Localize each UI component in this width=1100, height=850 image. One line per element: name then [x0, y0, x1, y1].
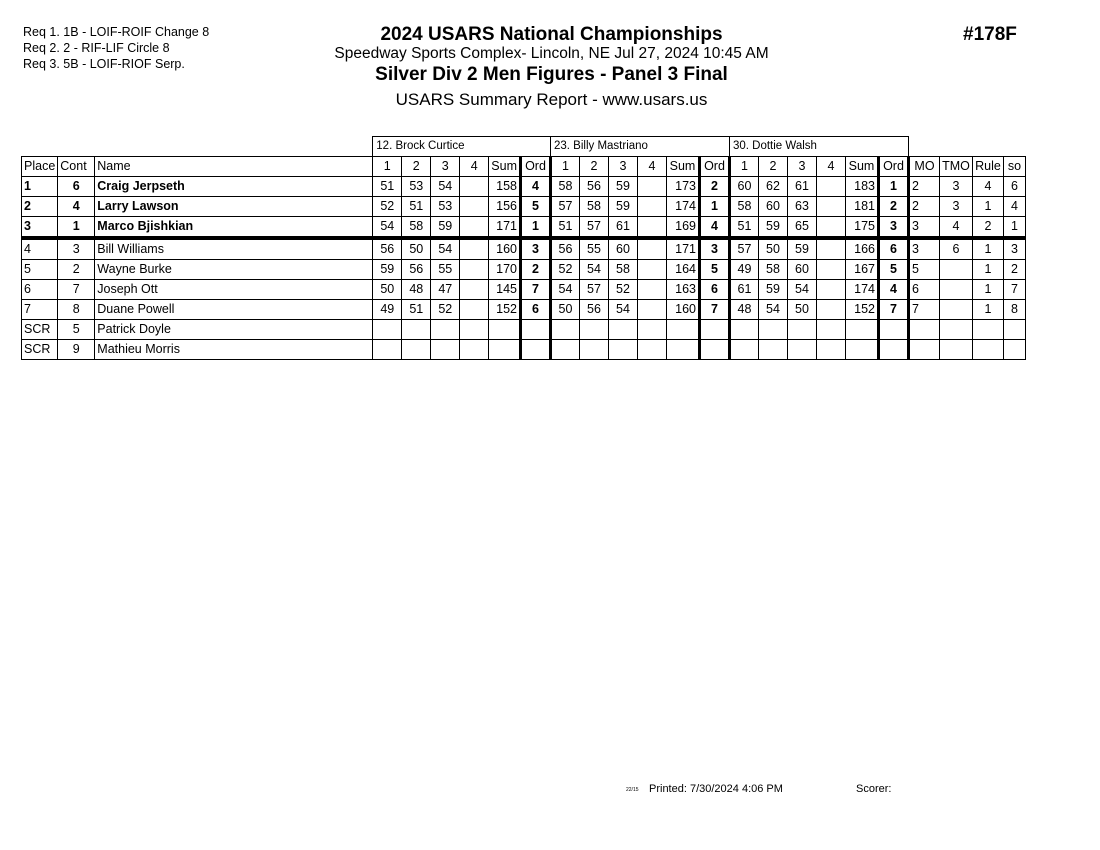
- judge-name: 12. Brock Curtice: [373, 137, 551, 157]
- score-cell: [608, 320, 637, 340]
- ordinal-cell: 3: [878, 217, 908, 239]
- place-cell: 1: [22, 177, 58, 197]
- sum-cell: 171: [666, 238, 699, 260]
- sum-cell: 163: [666, 280, 699, 300]
- score-cell: [460, 260, 489, 280]
- score-cell: 59: [431, 217, 460, 239]
- name-cell: Marco Bjishkian: [95, 217, 373, 239]
- score-cell: 48: [402, 280, 431, 300]
- score-cell: 53: [402, 177, 431, 197]
- score-cell: [402, 320, 431, 340]
- col-header-tmo: TMO: [939, 157, 972, 177]
- ordinal-cell: 3: [520, 238, 550, 260]
- score-cell: 53: [431, 197, 460, 217]
- col-header-req: 4: [460, 157, 489, 177]
- sum-cell: [489, 320, 521, 340]
- score-cell: 56: [373, 238, 402, 260]
- championship-title: 2024 USARS National Championships: [380, 24, 723, 45]
- score-cell: [431, 320, 460, 340]
- cont-cell: 1: [58, 217, 95, 239]
- rule-cell: 2: [972, 217, 1003, 239]
- score-cell: 59: [608, 177, 637, 197]
- col-header-ord: Ord: [878, 157, 908, 177]
- venue-line: Speedway Sports Complex- Lincoln, NE Jul 27, 2024 10:45 AM: [334, 45, 769, 62]
- score-cell: 51: [402, 197, 431, 217]
- score-cell: 52: [608, 280, 637, 300]
- sum-cell: 175: [845, 217, 878, 239]
- score-cell: [816, 238, 845, 260]
- sum-cell: 174: [845, 280, 878, 300]
- score-cell: [460, 280, 489, 300]
- ordinal-cell: 2: [699, 177, 729, 197]
- tmo-cell: 3: [939, 197, 972, 217]
- score-cell: 47: [431, 280, 460, 300]
- judge-name: 30. Dottie Walsh: [729, 137, 908, 157]
- sum-cell: 152: [845, 300, 878, 320]
- col-header-req: 2: [402, 157, 431, 177]
- sum-cell: 169: [666, 217, 699, 239]
- score-cell: 58: [550, 177, 579, 197]
- ordinal-cell: 7: [878, 300, 908, 320]
- score-cell: 57: [729, 238, 758, 260]
- table-row: [22, 177, 1026, 197]
- rule-cell: [972, 340, 1003, 360]
- mo-cell: 6: [908, 280, 939, 300]
- col-header-req: 4: [816, 157, 845, 177]
- cont-cell: 2: [58, 260, 95, 280]
- score-cell: 60: [758, 197, 787, 217]
- cont-cell: 8: [58, 300, 95, 320]
- table-row: [22, 280, 1026, 300]
- score-cell: [758, 340, 787, 360]
- score-cell: 58: [758, 260, 787, 280]
- mo-cell: 2: [908, 197, 939, 217]
- score-cell: [816, 280, 845, 300]
- col-header-req: 1: [550, 157, 579, 177]
- score-cell: 51: [402, 300, 431, 320]
- score-cell: 50: [402, 238, 431, 260]
- ordinal-cell: 1: [699, 197, 729, 217]
- score-cell: 54: [787, 280, 816, 300]
- score-cell: 50: [550, 300, 579, 320]
- score-cell: [637, 238, 666, 260]
- score-cell: 65: [787, 217, 816, 239]
- rule-cell: 1: [972, 238, 1003, 260]
- score-cell: 58: [402, 217, 431, 239]
- place-cell: SCR: [22, 320, 58, 340]
- score-cell: 60: [729, 177, 758, 197]
- mo-cell: [908, 320, 939, 340]
- ordinal-cell: 3: [699, 238, 729, 260]
- ordinal-cell: 1: [520, 217, 550, 239]
- score-cell: 56: [550, 238, 579, 260]
- sum-cell: 173: [666, 177, 699, 197]
- score-cell: [460, 177, 489, 197]
- ordinal-cell: 6: [878, 238, 908, 260]
- sum-cell: 160: [666, 300, 699, 320]
- score-cell: 61: [608, 217, 637, 239]
- ordinal-cell: [878, 340, 908, 360]
- score-cell: 57: [550, 197, 579, 217]
- score-cell: 52: [431, 300, 460, 320]
- tmo-cell: [939, 320, 972, 340]
- score-cell: [816, 217, 845, 239]
- so-cell: 2: [1003, 260, 1025, 280]
- column-header-row: [22, 157, 1026, 177]
- so-cell: 4: [1003, 197, 1025, 217]
- score-cell: [608, 340, 637, 360]
- score-cell: [816, 197, 845, 217]
- so-cell: 6: [1003, 177, 1025, 197]
- name-cell: Larry Lawson: [95, 197, 373, 217]
- place-cell: 2: [22, 197, 58, 217]
- score-cell: 55: [431, 260, 460, 280]
- score-cell: [758, 320, 787, 340]
- cont-cell: 5: [58, 320, 95, 340]
- tmo-cell: 3: [939, 177, 972, 197]
- score-cell: 54: [608, 300, 637, 320]
- ordinal-cell: [699, 320, 729, 340]
- sum-cell: 145: [489, 280, 521, 300]
- score-cell: [402, 340, 431, 360]
- col-header-req: 3: [608, 157, 637, 177]
- tmo-cell: [939, 280, 972, 300]
- score-cell: [816, 340, 845, 360]
- score-cell: 56: [579, 177, 608, 197]
- ordinal-cell: [699, 340, 729, 360]
- score-cell: [816, 320, 845, 340]
- score-cell: 56: [579, 300, 608, 320]
- printed-timestamp: Printed: 7/30/2024 4:06 PM: [649, 783, 783, 795]
- place-cell: 4: [22, 238, 58, 260]
- col-header-cont: Cont: [58, 157, 95, 177]
- cont-cell: 7: [58, 280, 95, 300]
- col-header-rule: Rule: [972, 157, 1003, 177]
- score-cell: [816, 300, 845, 320]
- rule-cell: [972, 320, 1003, 340]
- ordinal-cell: 6: [699, 280, 729, 300]
- score-cell: [460, 300, 489, 320]
- score-cell: [729, 320, 758, 340]
- name-cell: Joseph Ott: [95, 280, 373, 300]
- score-cell: 52: [550, 260, 579, 280]
- sum-cell: 158: [489, 177, 521, 197]
- score-cell: 60: [608, 238, 637, 260]
- score-cell: [637, 177, 666, 197]
- score-cell: [460, 320, 489, 340]
- score-cell: [787, 320, 816, 340]
- sum-cell: 156: [489, 197, 521, 217]
- place-cell: 6: [22, 280, 58, 300]
- sum-cell: 183: [845, 177, 878, 197]
- score-cell: [637, 260, 666, 280]
- rule-cell: 1: [972, 260, 1003, 280]
- sum-cell: 174: [666, 197, 699, 217]
- col-header-req: 3: [787, 157, 816, 177]
- name-cell: Craig Jerpseth: [95, 177, 373, 197]
- col-header-req: 2: [758, 157, 787, 177]
- score-cell: [637, 217, 666, 239]
- tmo-cell: [939, 340, 972, 360]
- score-cell: 54: [431, 177, 460, 197]
- col-header-req: 1: [729, 157, 758, 177]
- col-header-ord: Ord: [699, 157, 729, 177]
- table-row: [22, 260, 1026, 280]
- place-cell: 3: [22, 217, 58, 239]
- ordinal-cell: 7: [699, 300, 729, 320]
- ordinal-cell: 4: [520, 177, 550, 197]
- score-cell: [637, 280, 666, 300]
- mo-cell: 5: [908, 260, 939, 280]
- score-cell: 56: [402, 260, 431, 280]
- ordinal-cell: 2: [878, 197, 908, 217]
- requirement-item: Req 1. 1B - LOIF-ROIF Change 8: [23, 25, 210, 39]
- score-cell: 59: [758, 217, 787, 239]
- so-cell: 3: [1003, 238, 1025, 260]
- score-cell: [460, 197, 489, 217]
- score-cell: 54: [373, 217, 402, 239]
- requirement-item: Req 3. 5B - LOIF-RIOF Serp.: [23, 57, 185, 71]
- place-cell: 7: [22, 300, 58, 320]
- so-cell: 8: [1003, 300, 1025, 320]
- so-cell: [1003, 340, 1025, 360]
- place-cell: 5: [22, 260, 58, 280]
- mo-cell: 3: [908, 238, 939, 260]
- table-row: [22, 238, 1026, 260]
- score-cell: [637, 197, 666, 217]
- score-cell: 58: [608, 260, 637, 280]
- rule-cell: 4: [972, 177, 1003, 197]
- sum-cell: [845, 340, 878, 360]
- col-header-place: Place: [22, 157, 58, 177]
- name-cell: Mathieu Morris: [95, 340, 373, 360]
- mo-cell: 7: [908, 300, 939, 320]
- name-cell: Wayne Burke: [95, 260, 373, 280]
- score-cell: 63: [787, 197, 816, 217]
- score-cell: [579, 340, 608, 360]
- score-cell: 51: [729, 217, 758, 239]
- ordinal-cell: 6: [520, 300, 550, 320]
- score-cell: [550, 340, 579, 360]
- score-cell: 61: [787, 177, 816, 197]
- score-cell: 57: [579, 280, 608, 300]
- col-header-req: 3: [431, 157, 460, 177]
- score-cell: 49: [373, 300, 402, 320]
- col-header-so: so: [1003, 157, 1025, 177]
- col-header-sum: Sum: [489, 157, 521, 177]
- score-cell: 51: [373, 177, 402, 197]
- col-header-req: 1: [373, 157, 402, 177]
- sum-cell: 160: [489, 238, 521, 260]
- tmo-cell: 4: [939, 217, 972, 239]
- ordinal-cell: 5: [699, 260, 729, 280]
- score-cell: 57: [579, 217, 608, 239]
- score-cell: [637, 340, 666, 360]
- so-cell: [1003, 320, 1025, 340]
- sum-cell: 152: [489, 300, 521, 320]
- rule-cell: 1: [972, 300, 1003, 320]
- score-cell: 54: [758, 300, 787, 320]
- table-row: [22, 320, 1026, 340]
- score-cell: [460, 340, 489, 360]
- tmo-cell: 6: [939, 238, 972, 260]
- col-header-name: Name: [95, 157, 373, 177]
- rule-cell: 1: [972, 197, 1003, 217]
- score-cell: 59: [608, 197, 637, 217]
- sum-cell: 164: [666, 260, 699, 280]
- so-cell: 7: [1003, 280, 1025, 300]
- score-cell: [729, 340, 758, 360]
- score-cell: [579, 320, 608, 340]
- col-header-ord: Ord: [520, 157, 550, 177]
- mo-cell: 3: [908, 217, 939, 239]
- event-number: #178F: [963, 24, 1017, 45]
- ordinal-cell: 5: [520, 197, 550, 217]
- score-cell: [637, 320, 666, 340]
- table-row: [22, 217, 1026, 239]
- name-cell: Duane Powell: [95, 300, 373, 320]
- tmo-cell: [939, 300, 972, 320]
- score-cell: 50: [758, 238, 787, 260]
- score-cell: 50: [787, 300, 816, 320]
- ordinal-cell: 2: [520, 260, 550, 280]
- sum-cell: 171: [489, 217, 521, 239]
- ordinal-cell: 4: [699, 217, 729, 239]
- score-cell: 59: [758, 280, 787, 300]
- col-header-sum: Sum: [666, 157, 699, 177]
- table-row: [22, 300, 1026, 320]
- scorer-label: Scorer:: [856, 783, 892, 795]
- sum-cell: [489, 340, 521, 360]
- name-cell: Patrick Doyle: [95, 320, 373, 340]
- sum-cell: [666, 340, 699, 360]
- ordinal-cell: 5: [878, 260, 908, 280]
- summary-table: [21, 136, 1026, 360]
- score-cell: 52: [373, 197, 402, 217]
- score-cell: 62: [758, 177, 787, 197]
- ordinal-cell: [520, 320, 550, 340]
- score-cell: [460, 238, 489, 260]
- col-header-req: 2: [579, 157, 608, 177]
- score-cell: [373, 340, 402, 360]
- ordinal-cell: 7: [520, 280, 550, 300]
- score-cell: 54: [431, 238, 460, 260]
- place-cell: SCR: [22, 340, 58, 360]
- requirement-item: Req 2. 2 - RIF-LIF Circle 8: [23, 41, 170, 55]
- score-cell: [431, 340, 460, 360]
- col-header-sum: Sum: [845, 157, 878, 177]
- sum-cell: 167: [845, 260, 878, 280]
- so-cell: 1: [1003, 217, 1025, 239]
- score-cell: 54: [550, 280, 579, 300]
- mo-cell: 2: [908, 177, 939, 197]
- score-cell: [460, 217, 489, 239]
- sum-cell: [845, 320, 878, 340]
- table-row: [22, 340, 1026, 360]
- score-cell: [787, 340, 816, 360]
- score-cell: 60: [787, 260, 816, 280]
- judge-name: 23. Billy Mastriano: [550, 137, 729, 157]
- sum-cell: 166: [845, 238, 878, 260]
- judge-header-row: [22, 137, 1026, 157]
- score-cell: 55: [579, 238, 608, 260]
- cont-cell: 4: [58, 197, 95, 217]
- table-row: [22, 197, 1026, 217]
- sum-cell: [666, 320, 699, 340]
- cont-cell: 6: [58, 177, 95, 197]
- ordinal-cell: [878, 320, 908, 340]
- score-cell: 59: [373, 260, 402, 280]
- mo-cell: [908, 340, 939, 360]
- ordinal-cell: 1: [878, 177, 908, 197]
- score-cell: [373, 320, 402, 340]
- name-cell: Bill Williams: [95, 238, 373, 260]
- rule-cell: 1: [972, 280, 1003, 300]
- score-cell: [816, 260, 845, 280]
- sum-cell: 181: [845, 197, 878, 217]
- cont-cell: 3: [58, 238, 95, 260]
- score-cell: 59: [787, 238, 816, 260]
- ordinal-cell: [520, 340, 550, 360]
- score-cell: 61: [729, 280, 758, 300]
- score-cell: [816, 177, 845, 197]
- report-subtitle: USARS Summary Report - www.usars.us: [395, 90, 708, 109]
- score-cell: 51: [550, 217, 579, 239]
- requirements-list: [23, 24, 209, 72]
- score-cell: [550, 320, 579, 340]
- tmo-cell: [939, 260, 972, 280]
- event-title: Silver Div 2 Men Figures - Panel 3 Final: [375, 64, 728, 85]
- ordinal-cell: 4: [878, 280, 908, 300]
- footer-code: 22/15: [626, 787, 639, 793]
- score-cell: 49: [729, 260, 758, 280]
- col-header-req: 4: [637, 157, 666, 177]
- score-cell: 54: [579, 260, 608, 280]
- score-cell: 50: [373, 280, 402, 300]
- score-cell: 58: [579, 197, 608, 217]
- sum-cell: 170: [489, 260, 521, 280]
- col-header-mo: MO: [908, 157, 939, 177]
- score-cell: 58: [729, 197, 758, 217]
- cont-cell: 9: [58, 340, 95, 360]
- score-cell: [637, 300, 666, 320]
- score-cell: 48: [729, 300, 758, 320]
